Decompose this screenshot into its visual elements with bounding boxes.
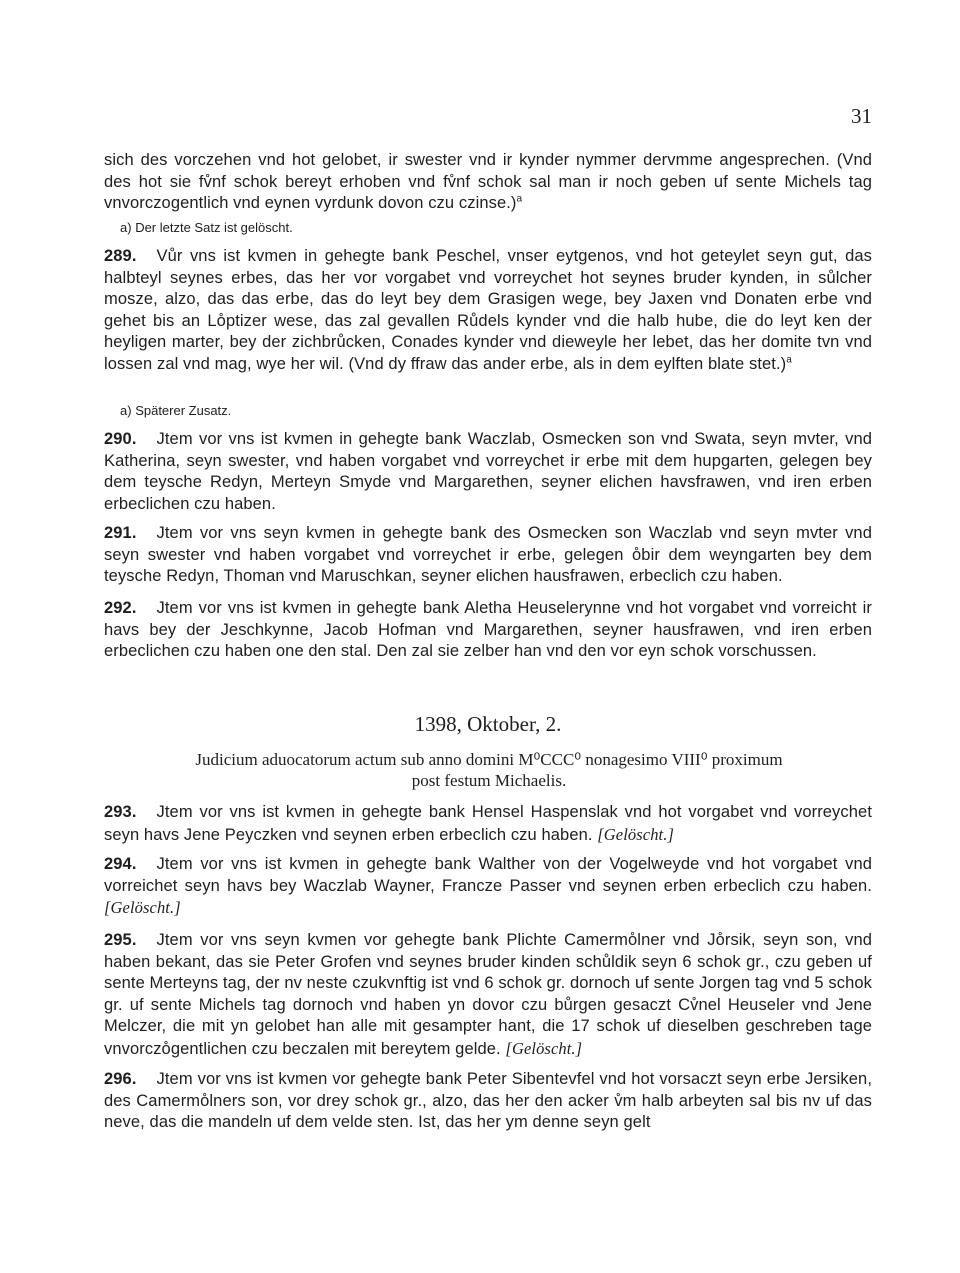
entry-text: Jtem vor vns seyn kvmen vor gehegte bank Plichte Camermo̊lner vnd Jo̊rsik, seyn son, vnd haben bekant, das sie Peter Grofen vnd seynes bruder kinden schůldik seyn 6 schok gr., czu geben uf sente Merteyns tag, der nv neste czukvnftig ist vnd 6 schok gr. dornoch uf sente Jorgen tag vnd 5 schok gr. uf sente Michels tag dornoch vnd haben yn dovor czu bůrgen gesaczt Cv̊nel Heuseler vnd Jene Melczer, die mit yn gelobet han alle mit gesampter hant, die 17 schok uf dieselben geschreben tage vnvorczo̊gentlichen czu beczalen mit bereytem gelde.: [104, 931, 872, 1058]
opening-paragraph: [104, 150, 872, 215]
section-header-line: post festum Michaelis.: [411, 771, 567, 790]
footnote-text: Der letzte Satz ist gelöscht.: [135, 220, 293, 235]
entry-paragraph: [104, 1069, 872, 1134]
deletion-note: [Gelöscht.]: [505, 1038, 583, 1058]
entry-paragraph: [104, 802, 872, 846]
entry-text: Jtem vor vns seyn kvmen in gehegte bank des Osmecken son Waczlab vnd seyn mvter vnd seyn swester vnd haben vorgabet vnd vorreychet ir erbe, gelegen o̊bir dem weyngarten bey dem teysche Redyn, Thoman vnd Maruschkan, seyner elichen hausfrawen, erbeclich czu haben.: [104, 524, 872, 585]
footnote-text: Späterer Zusatz.: [135, 403, 232, 418]
entry-text: Jtem vor vns ist kvmen in gehegte bank Walther von der Vogelweyde vnd hot vorgabet vnd vorreichet seyn havs bey Waczlab Wayner, Francze Passer vnd seynen erben erbeclich czu haben.: [104, 855, 872, 895]
deletion-note: [Gelöscht.]: [597, 824, 674, 844]
footnote: [120, 403, 231, 419]
entry-text: Vůr vns ist kvmen in gehegte bank Peschel, vnser eytgenos, vnd hot geteylet seyn gut, das halbteyl seynes erbes, das her vor vorgabet vnd vorreychet hot seynes bruder kynden, in sůlcher mosze, alzo, das das erbe, das do leyt bey dem Grasigen wege, bey Jaxen vnd Donaten erbe vnd gehet bis an Lo̊ptizer wese, das zal gevallen Růdels kynder vnd die halb hube, die do leyt ken der heyligen marter, bey der zichbrůcken, Conades kynder vnd dieweyle her lebet, das her domite tvn vnd lossen zal vnd mag, wye her wil. (Vnd dy ffraw das ander erbe, als in dem eylften blate stet.): [104, 247, 872, 373]
footnote-label: a): [120, 220, 132, 235]
footnote-marker: a: [516, 193, 523, 205]
opening-text: sich des vorczehen vnd hot gelobet, ir swester vnd ir kynder nymmer dervmme angesprechen. (Vnd des hot sie fv̊nf schok bereyt erhoben vnd fv̊nf schok sal man ir noch geben uf sente Michels tag vnvorczogentlich vnd eynen vyrdunk dovon czu czinse.): [104, 151, 872, 212]
entry-number: 289.: [104, 247, 137, 265]
entry-number: 294.: [104, 855, 137, 873]
entry-paragraph: [104, 598, 872, 663]
footnote-marker: a: [786, 354, 792, 365]
footnote: [120, 220, 293, 236]
entry-text: Jtem vor vns ist kvmen vor gehegte bank Peter Sibentevfel vnd hot vorsaczt seyn erbe Jersiken, des Camermo̊lners son, vor drey schok gr., alzo, das her den acker v̊m halb arbeyten sal bis nv uf das neve, das die mandeln uf dem velde sten. Ist, das her ym denne seyn gelt: [104, 1070, 872, 1131]
section-header: [144, 749, 834, 791]
entry-number: 291.: [104, 524, 137, 542]
entry-number: 296.: [104, 1070, 137, 1088]
entry-paragraph: [104, 854, 872, 920]
entry-text: Jtem vor vns ist kvmen in gehegte bank Hensel Haspenslak vnd hot vorgabet vnd vorreychet seyn havs Jene Peyczken vnd seynen erben erbeclich czu haben.: [104, 803, 872, 844]
deletion-note: [Gelöscht.]: [104, 898, 181, 917]
entry-paragraph: [104, 246, 872, 375]
footnote-label: a): [120, 403, 132, 418]
entry-number: 292.: [104, 599, 137, 617]
book-page: [104, 0, 872, 1273]
entry-number: 295.: [104, 931, 137, 949]
entry-number: 290.: [104, 430, 137, 448]
entry-number: 293.: [104, 803, 137, 821]
entry-text: Jtem vor vns ist kvmen in gehegte bank Aletha Heuselerynne vnd hot vorgabet vnd vorreicht ir havs bey der Jeschkynne, Jacob Hofman vnd Margarethen, seyner hausfrawen, vnd iren erben erbeclichen czu haben one den stal. Den zal sie zelber han vnd den vor eyn schok vorschussen.: [104, 599, 872, 660]
page-number: 31: [851, 104, 872, 128]
section-header-line: Judicium aduocatorum actum sub anno domini M⁰CCC⁰ nonagesimo VIII⁰ proximum: [195, 750, 783, 769]
section-date: 1398, Oktober, 2.: [414, 712, 562, 736]
entry-text: Jtem vor vns ist kvmen in gehegte bank Waczlab, Osmecken son vnd Swata, seyn mvter, vnd Katherina, seyn swester, vnd haben vorgabet vnd vorreychet ir erbe mit dem hupgarten, gelegen bey dem teysche Redyn, Merteyn Smyde vnd Margarethen, seyner elichen havsfrawen, vnd iren erben erbeclichen czu haben.: [104, 430, 872, 513]
entry-paragraph: [104, 429, 872, 515]
entry-paragraph: [104, 523, 872, 588]
entry-paragraph: [104, 930, 872, 1060]
